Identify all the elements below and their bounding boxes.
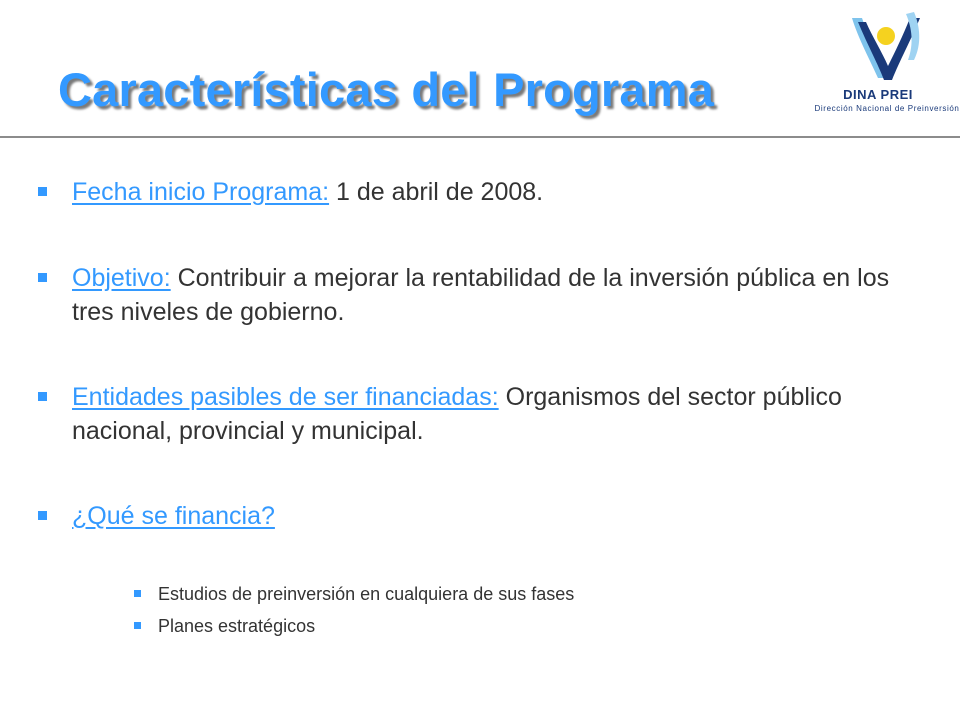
bullet-text: 1 de abril de 2008. [329,178,544,206]
bullet-text: Organismos del sector público nacional, provincial y municipal. [72,383,842,445]
sub-bullet-text: Estudios de preinversión en cualquiera de sus fases [158,584,575,604]
title-divider [0,136,960,138]
sub-bullet-planes [134,614,914,638]
dinaprei-logo [808,8,960,120]
logo-subtitle: Dirección Nacional de Preinversión [814,104,960,113]
bullet-label: Entidades pasibles de ser financiadas: [72,383,499,411]
square-bullet-icon [38,392,47,401]
sub-bullet-text: Planes estratégicos [158,616,316,636]
bullet-objetivo [38,261,918,329]
square-bullet-icon [38,273,47,282]
slide-title: Características del Programa [58,63,715,116]
square-bullet-icon [134,622,141,629]
sub-bullet-estudios [134,582,914,606]
bullet-entidades [38,380,918,448]
square-bullet-icon [38,511,47,520]
logo-emblem-icon [848,8,928,86]
bullet-label: Objetivo: [72,264,171,292]
bullet-que-se-financia [38,499,918,533]
square-bullet-icon [38,187,47,196]
square-bullet-icon [134,590,141,597]
bullet-text: Contribuir a mejorar la rentabilidad de la inversión pública en los tres niveles de gobierno. [72,264,890,326]
bullet-fecha-inicio [38,175,918,209]
bullet-label: ¿Qué se financia? [72,502,275,530]
logo-name: DINA PREI [843,87,913,102]
bullet-label: Fecha inicio Programa: [72,178,330,206]
